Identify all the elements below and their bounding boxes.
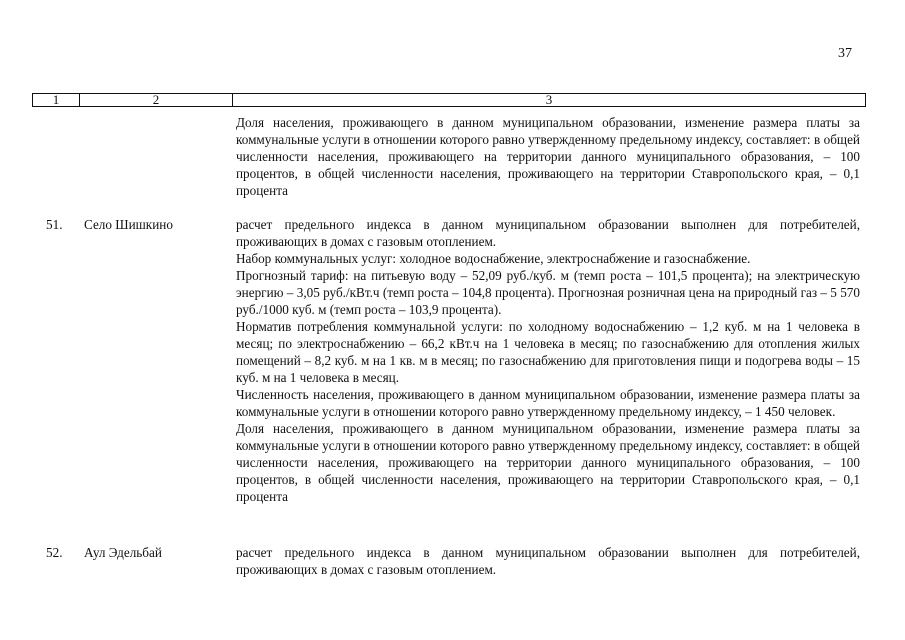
- entry-paragraph: Доля населения, проживающего в данном муниципальном образовании, изменение размера платы за коммунальные услуги в отношении которого равно утвержденному предельному индексу, составляет: в общей численности населения, проживающего на территории данного муниципального образования, – 100 процентов, в общей численности населения, проживающего на территории Ставропольского края, – 0,1 процента: [236, 421, 860, 504]
- column-header-2: 2: [80, 94, 233, 107]
- entry-text: [236, 544, 860, 578]
- entry-text: [236, 216, 860, 505]
- entry-number: 51.: [46, 217, 63, 232]
- entry-paragraph: Норматив потребления коммунальной услуги: по холодному водоснабжению – 1,2 куб. м на 1 человека в месяц; по электроснабжению – 66,2 кВт.ч на 1 человека в месяц; по газоснабжению для отопления жилых помещений – 8,2 куб. м на 1 кв. м в месяц; по газоснабжению для приготовления пищи и подогрева воды – 15 куб. м на 1 человека в месяц.: [236, 319, 860, 385]
- entry-paragraph: расчет предельного индекса в данном муниципальном образовании выполнен для потребителей, проживающих в домах с газовым отоплением.: [236, 545, 860, 577]
- column-header-3: 3: [233, 94, 866, 107]
- entry-number: 52.: [46, 545, 63, 560]
- entry-paragraph: Прогнозный тариф: на питьевую воду – 52,09 руб./куб. м (темп роста – 101,5 процента); на электрическую энергию – 3,05 руб./кВт.ч (темп роста – 104,8 процента). Прогнозная розничная цена на природный газ – 5 570 руб./1000 куб. м (темп роста – 103,9 процента).: [236, 268, 860, 317]
- entry-paragraph: Численность населения, проживающего в данном муниципальном образовании, изменение размера платы за коммунальные услуги в отношении которого равно утвержденному предельному индексу, – 1 450 человек.: [236, 387, 860, 419]
- continuation-text: [236, 114, 860, 199]
- entry-paragraph: Набор коммунальных услуг: холодное водоснабжение, электроснабжение и газоснабжение.: [236, 251, 751, 266]
- column-header-table: [32, 93, 866, 107]
- entry-name: Село Шишкино: [84, 217, 173, 232]
- page-number: 37: [838, 46, 852, 61]
- column-header-1: 1: [33, 94, 80, 107]
- entry-name: Аул Эдельбай: [84, 545, 162, 560]
- entry-paragraph: расчет предельного индекса в данном муниципальном образовании выполнен для потребителей, проживающих в домах с газовым отоплением.: [236, 217, 860, 249]
- continuation-paragraph: Доля населения, проживающего в данном муниципальном образовании, изменение размера платы за коммунальные услуги в отношении которого равно утвержденному предельному индексу, составляет: в общей численности населения, проживающего на территории данного муниципального образования, – 100 процентов, в общей численности населения, проживающего на территории Ставропольского края, – 0,1 процента: [236, 115, 860, 198]
